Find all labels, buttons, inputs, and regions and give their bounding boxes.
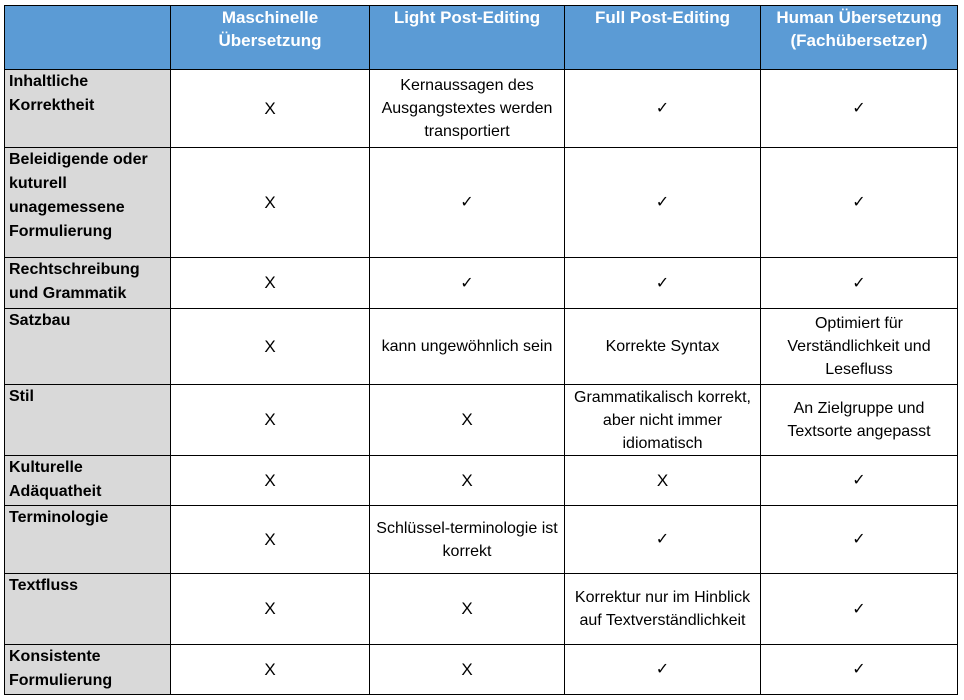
table-cell: Optimiert für Verständlichkeit und Lesefluss — [761, 309, 958, 385]
comparison-table — [4, 5, 958, 695]
table-row — [5, 309, 958, 385]
row-label: Konsistente Formulierung — [5, 645, 171, 695]
table-cell: X — [171, 385, 370, 456]
table-row — [5, 148, 958, 258]
table-cell: X — [370, 645, 565, 695]
table-row — [5, 70, 958, 148]
row-label: Kulturelle Adäquatheit — [5, 456, 171, 506]
table-cell: ✓ — [761, 148, 958, 258]
table-cell: X — [171, 506, 370, 574]
header-full-post-editing: Full Post-Editing — [565, 6, 761, 70]
header-human-uebersetzung: Human Übersetzung (Fachübersetzer) — [761, 6, 958, 70]
header-light-post-editing: Light Post-Editing — [370, 6, 565, 70]
table-cell: ✓ — [761, 574, 958, 645]
table-row — [5, 574, 958, 645]
row-label: Terminologie — [5, 506, 171, 574]
table-cell: ✓ — [565, 645, 761, 695]
table-row — [5, 506, 958, 574]
table-cell: ✓ — [565, 148, 761, 258]
table-cell: ✓ — [761, 70, 958, 148]
table-cell: X — [565, 456, 761, 506]
row-label: Stil — [5, 385, 171, 456]
table-cell: ✓ — [565, 258, 761, 309]
table-row — [5, 385, 958, 456]
table-cell: Schlüssel-terminologie ist korrekt — [370, 506, 565, 574]
table-cell: Korrektur nur im Hinblick auf Textverständlichkeit — [565, 574, 761, 645]
header-row — [5, 6, 958, 70]
table-cell: ✓ — [761, 645, 958, 695]
table-cell: ✓ — [761, 506, 958, 574]
row-label: Inhaltliche Korrektheit — [5, 70, 171, 148]
table-row — [5, 258, 958, 309]
header-maschinelle-uebersetzung: Maschinelle Übersetzung — [171, 6, 370, 70]
table-cell: ✓ — [565, 506, 761, 574]
table-cell: X — [171, 148, 370, 258]
row-label: Satzbau — [5, 309, 171, 385]
table-cell: kann ungewöhnlich sein — [370, 309, 565, 385]
table-cell: ✓ — [565, 70, 761, 148]
table-cell: X — [171, 645, 370, 695]
table-cell: X — [370, 385, 565, 456]
table-cell: ✓ — [761, 456, 958, 506]
table-row — [5, 645, 958, 695]
header-corner — [5, 6, 171, 70]
table-cell: Korrekte Syntax — [565, 309, 761, 385]
table-cell: ✓ — [370, 258, 565, 309]
table-cell: X — [171, 258, 370, 309]
table-cell: Kernaussagen des Ausgangstextes werden transportiert — [370, 70, 565, 148]
table-cell: X — [171, 456, 370, 506]
table-cell: X — [370, 574, 565, 645]
table-cell: An Zielgruppe und Textsorte angepasst — [761, 385, 958, 456]
table-cell: X — [171, 574, 370, 645]
table-cell: X — [370, 456, 565, 506]
row-label: Textfluss — [5, 574, 171, 645]
row-label: Rechtschreibung und Grammatik — [5, 258, 171, 309]
table-cell: X — [171, 70, 370, 148]
table-cell: X — [171, 309, 370, 385]
table-cell: Grammatikalisch korrekt, aber nicht immer idiomatisch — [565, 385, 761, 456]
table-row — [5, 456, 958, 506]
table-cell: ✓ — [370, 148, 565, 258]
row-label: Beleidigende oder kuturell unagemessene Formulierung — [5, 148, 171, 258]
table-cell: ✓ — [761, 258, 958, 309]
